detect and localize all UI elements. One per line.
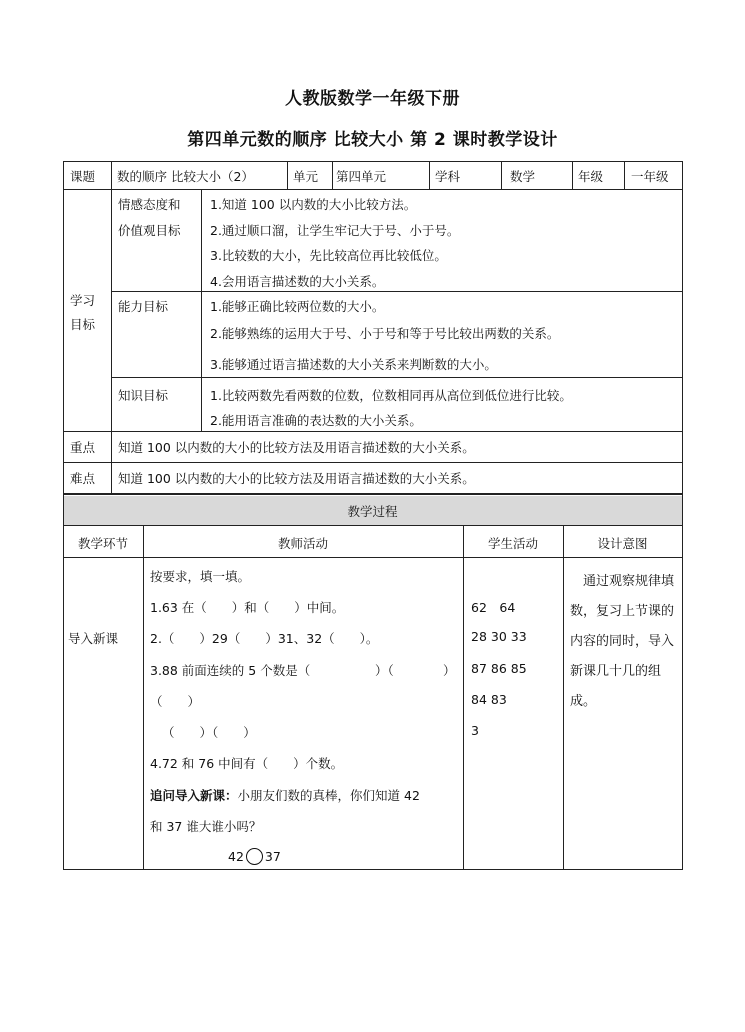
ability-goal-item: 3.能够通过语言描述数的大小关系来判断数的大小。 <box>210 357 497 372</box>
teacher-line: ） <box>443 663 456 678</box>
lesson-value: 数的顺序 比较大小（2） <box>117 169 254 184</box>
ability-goal-label: 能力目标 <box>118 299 169 314</box>
student-answer: 3 <box>471 723 479 738</box>
stage-name: 导入新课 <box>68 631 119 646</box>
teacher-line: 3.88 前面连续的 5 个数是（ <box>150 663 311 678</box>
knowledge-goal-item: 2.能用语言准确的表达数的大小关系。 <box>210 413 422 428</box>
student-answer: 62 64 <box>471 600 516 615</box>
col-header-stage: 教学环节 <box>77 536 128 551</box>
subject-label: 学科 <box>435 169 461 184</box>
teacher-line: （ ） <box>150 694 201 709</box>
emotion-goal-item: 3.比较数的大小，先比较高位再比较低位。 <box>210 248 447 263</box>
difficulty-value: 知道 100 以内数的大小的比较方法及用语言描述数的大小关系。 <box>118 471 475 486</box>
emotion-goal-item: 4.会用语言描述数的大小关系。 <box>210 274 385 289</box>
comparison-left-number: 42 <box>228 849 244 864</box>
emotion-goal-label-line1: 情感态度和 <box>118 197 181 212</box>
key-point-label: 重点 <box>70 440 96 455</box>
goals-label-line1: 学习 <box>70 293 96 308</box>
goals-label-line2: 目标 <box>70 317 96 332</box>
ability-goal-item: 1.能够正确比较两位数的大小。 <box>210 299 385 314</box>
col-header-student: 学生活动 <box>487 536 538 551</box>
process-section-title: 教学过程 <box>347 504 398 519</box>
emotion-goal-label-line2: 价值观目标 <box>118 223 181 238</box>
student-answer: 28 30 33 <box>471 629 527 644</box>
grade-value: 一年级 <box>631 169 669 184</box>
teacher-line: 2.（ ）29（ ）31、32（ ）。 <box>150 631 379 646</box>
comparison-right-number: 37 <box>264 849 281 864</box>
ability-goal-item: 2.能够熟练的运用大于号、小于号和等于号比较出两数的关系。 <box>210 326 560 341</box>
teacher-question-text: 小朋友们数的真棒，你们知道 42 <box>237 788 420 803</box>
teacher-question <box>150 786 420 804</box>
unit-value: 第四单元 <box>336 169 387 184</box>
teacher-line: 按要求，填一填。 <box>150 569 251 584</box>
lesson-label: 课题 <box>70 169 96 184</box>
col-header-intent: 设计意图 <box>597 536 648 551</box>
knowledge-goal-label: 知识目标 <box>118 388 169 403</box>
comparison-expression <box>228 848 281 865</box>
key-point-value: 知道 100 以内数的大小的比较方法及用语言描述数的大小关系。 <box>118 440 475 455</box>
teacher-line: （ ）（ ） <box>162 725 256 740</box>
teacher-line: ）（ <box>375 663 394 678</box>
teacher-question-lead: 追问导入新课： <box>150 788 238 803</box>
knowledge-goal-item: 1.比较两数先看两数的位数，位数相同再从高位到低位进行比较。 <box>210 388 572 403</box>
design-intent-text: 通过观察规律填数，复习上节课的内容的同时，导入新课几十几的组成。 <box>570 574 675 709</box>
document-title: 人教版数学一年级下册 <box>285 89 460 109</box>
blank-circle-icon <box>246 848 263 865</box>
document-subtitle: 第四单元数的顺序 比较大小 第 2 课时教学设计 <box>187 130 558 150</box>
difficulty-label: 难点 <box>70 471 96 486</box>
grade-label: 年级 <box>578 169 604 184</box>
student-answer: 84 83 <box>471 692 507 707</box>
unit-label: 单元 <box>293 169 319 184</box>
emotion-goal-item: 2.通过顺口溜，让学生牢记大于号、小于号。 <box>210 223 460 238</box>
emotion-goal-item: 1.知道 100 以内数的大小比较方法。 <box>210 197 417 212</box>
teacher-line: 1.63 在（ ）和（ ）中间。 <box>150 600 345 615</box>
teacher-line: 4.72 和 76 中间有（ ）个数。 <box>150 756 344 771</box>
student-answer: 87 86 85 <box>471 661 527 676</box>
col-header-teacher: 教师活动 <box>277 536 328 551</box>
subject-value: 数学 <box>510 169 536 184</box>
teacher-line: 和 37 谁大谁小吗？ <box>150 819 262 834</box>
